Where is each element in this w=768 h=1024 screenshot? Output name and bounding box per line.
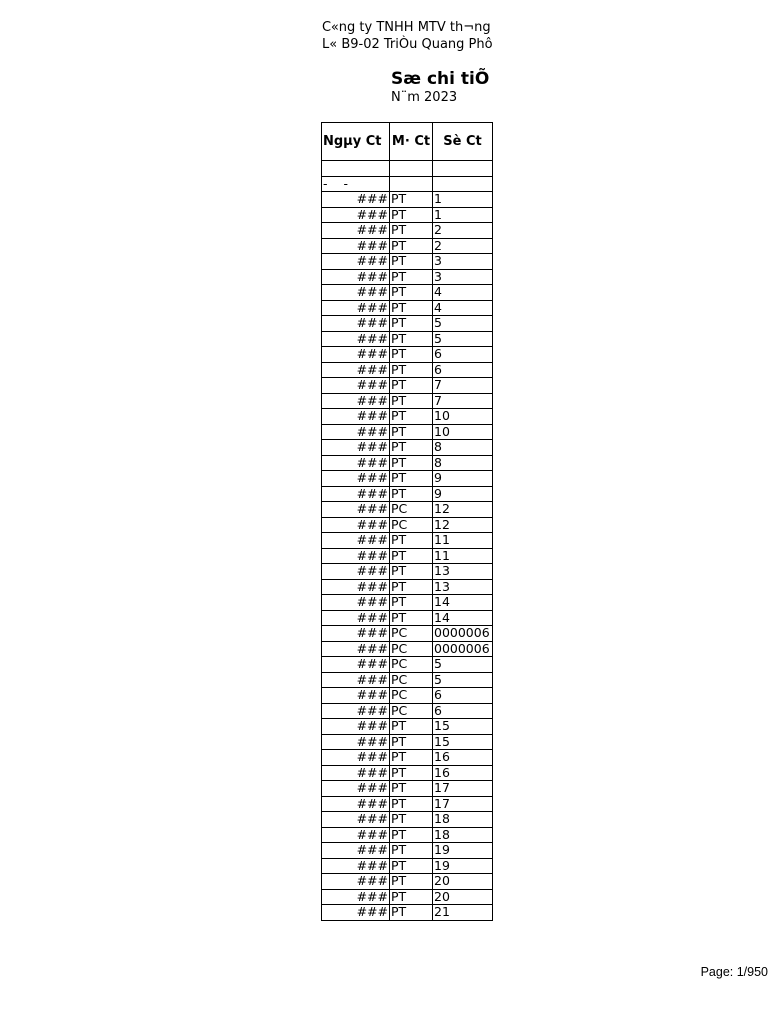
table-row <box>322 192 493 208</box>
table-row <box>322 362 493 378</box>
dash-cell: - - <box>322 176 390 192</box>
table-row <box>322 672 493 688</box>
table-row <box>322 316 493 332</box>
date-cell: ### <box>322 362 390 378</box>
table-row <box>322 812 493 828</box>
doc-number-cell: 5 <box>433 331 493 347</box>
date-cell: ### <box>322 610 390 626</box>
date-cell: ### <box>322 548 390 564</box>
doc-code-cell: PT <box>390 347 433 363</box>
table-row <box>322 486 493 502</box>
doc-code-cell: PT <box>390 238 433 254</box>
dash-row <box>322 176 493 192</box>
doc-number-cell: 6 <box>433 703 493 719</box>
table-row <box>322 796 493 812</box>
doc-number-cell: 7 <box>433 393 493 409</box>
doc-number-cell: 1 <box>433 207 493 223</box>
date-cell: ### <box>322 455 390 471</box>
doc-number-cell: 19 <box>433 858 493 874</box>
doc-number-cell: 10 <box>433 409 493 425</box>
date-cell: ### <box>322 471 390 487</box>
table-row <box>322 703 493 719</box>
doc-code-cell: PT <box>390 750 433 766</box>
empty-cell <box>433 176 493 192</box>
doc-code-cell: PC <box>390 657 433 673</box>
doc-number-cell: 10 <box>433 424 493 440</box>
doc-code-cell: PT <box>390 889 433 905</box>
date-cell: ### <box>322 254 390 270</box>
table-row <box>322 378 493 394</box>
company-address: L« B9-02 TriÒu Quang Phô <box>322 37 493 52</box>
empty-row <box>322 161 493 177</box>
doc-code-cell: PC <box>390 502 433 518</box>
doc-code-cell: PT <box>390 440 433 456</box>
doc-code-cell: PT <box>390 858 433 874</box>
table-row <box>322 207 493 223</box>
doc-number-cell: 7 <box>433 378 493 394</box>
company-header <box>322 20 493 54</box>
doc-code-cell: PT <box>390 192 433 208</box>
doc-code-cell: PT <box>390 285 433 301</box>
doc-number-cell: 19 <box>433 843 493 859</box>
doc-number-cell: 21 <box>433 905 493 921</box>
doc-code-cell: PT <box>390 424 433 440</box>
table-row <box>322 595 493 611</box>
date-cell: ### <box>322 641 390 657</box>
doc-number-cell: 8 <box>433 440 493 456</box>
table-row <box>322 424 493 440</box>
doc-number-cell: 14 <box>433 595 493 611</box>
doc-number-cell: 18 <box>433 812 493 828</box>
table-row <box>322 889 493 905</box>
table-row <box>322 564 493 580</box>
table-row <box>322 455 493 471</box>
doc-number-cell: 1 <box>433 192 493 208</box>
date-cell: ### <box>322 440 390 456</box>
date-cell: ### <box>322 533 390 549</box>
page-number: Page: 1/950 <box>700 965 768 979</box>
doc-code-cell: PT <box>390 781 433 797</box>
doc-code-cell: PT <box>390 316 433 332</box>
empty-cell <box>322 161 390 177</box>
doc-code-cell: PT <box>390 223 433 239</box>
table-row <box>322 610 493 626</box>
date-cell: ### <box>322 688 390 704</box>
doc-number-cell: 5 <box>433 657 493 673</box>
doc-number-cell: 5 <box>433 672 493 688</box>
date-cell: ### <box>322 905 390 921</box>
report-title: Sæ chi tiÕ <box>391 69 490 89</box>
table-row <box>322 254 493 270</box>
company-name: C«ng ty TNHH MTV th¬ng <box>322 20 491 35</box>
doc-code-cell: PC <box>390 626 433 642</box>
doc-number-cell: 16 <box>433 750 493 766</box>
doc-code-cell: PT <box>390 812 433 828</box>
doc-number-cell: 6 <box>433 362 493 378</box>
date-cell: ### <box>322 424 390 440</box>
doc-code-cell: PT <box>390 610 433 626</box>
doc-number-cell: 20 <box>433 874 493 890</box>
doc-code-cell: PC <box>390 672 433 688</box>
doc-number-cell: 6 <box>433 688 493 704</box>
table-row <box>322 471 493 487</box>
date-cell: ### <box>322 192 390 208</box>
table-row <box>322 641 493 657</box>
date-cell: ### <box>322 796 390 812</box>
doc-code-cell: PT <box>390 269 433 285</box>
table-header-row <box>322 123 493 161</box>
doc-code-cell: PT <box>390 796 433 812</box>
doc-number-cell: 2 <box>433 223 493 239</box>
date-cell: ### <box>322 579 390 595</box>
column-header-doc-number: Sè Ct <box>433 123 493 161</box>
doc-number-cell: 15 <box>433 734 493 750</box>
table-row <box>322 223 493 239</box>
table-row <box>322 517 493 533</box>
table-row <box>322 688 493 704</box>
doc-number-cell: 4 <box>433 285 493 301</box>
empty-cell <box>390 161 433 177</box>
doc-code-cell: PT <box>390 595 433 611</box>
date-cell: ### <box>322 564 390 580</box>
doc-code-cell: PT <box>390 207 433 223</box>
table-row <box>322 502 493 518</box>
empty-cell <box>433 161 493 177</box>
doc-code-cell: PT <box>390 843 433 859</box>
doc-number-cell: 0000006 <box>433 641 493 657</box>
date-cell: ### <box>322 331 390 347</box>
date-cell: ### <box>322 672 390 688</box>
doc-code-cell: PT <box>390 393 433 409</box>
doc-number-cell: 12 <box>433 517 493 533</box>
table-row <box>322 285 493 301</box>
date-cell: ### <box>322 719 390 735</box>
doc-code-cell: PC <box>390 703 433 719</box>
doc-number-cell: 17 <box>433 781 493 797</box>
doc-number-cell: 20 <box>433 889 493 905</box>
table-row <box>322 781 493 797</box>
doc-code-cell: PC <box>390 641 433 657</box>
doc-number-cell: 3 <box>433 269 493 285</box>
table-row <box>322 300 493 316</box>
doc-number-cell: 8 <box>433 455 493 471</box>
column-header-date: Ngµy Ct <box>322 123 390 161</box>
doc-number-cell: 11 <box>433 548 493 564</box>
date-cell: ### <box>322 765 390 781</box>
doc-code-cell: PT <box>390 548 433 564</box>
doc-code-cell: PT <box>390 765 433 781</box>
doc-number-cell: 5 <box>433 316 493 332</box>
date-cell: ### <box>322 781 390 797</box>
table-row <box>322 440 493 456</box>
date-cell: ### <box>322 223 390 239</box>
table-row <box>322 657 493 673</box>
doc-number-cell: 12 <box>433 502 493 518</box>
table-row <box>322 393 493 409</box>
date-cell: ### <box>322 316 390 332</box>
doc-number-cell: 2 <box>433 238 493 254</box>
date-cell: ### <box>322 858 390 874</box>
doc-code-cell: PC <box>390 688 433 704</box>
date-cell: ### <box>322 827 390 843</box>
ledger-table <box>321 122 493 921</box>
doc-code-cell: PT <box>390 471 433 487</box>
doc-number-cell: 4 <box>433 300 493 316</box>
date-cell: ### <box>322 285 390 301</box>
doc-code-cell: PT <box>390 564 433 580</box>
table-row <box>322 533 493 549</box>
empty-cell <box>390 176 433 192</box>
table-row <box>322 626 493 642</box>
column-header-doc-code: M· Ct <box>390 123 433 161</box>
table-row <box>322 347 493 363</box>
doc-code-cell: PT <box>390 254 433 270</box>
date-cell: ### <box>322 207 390 223</box>
date-cell: ### <box>322 657 390 673</box>
doc-code-cell: PT <box>390 486 433 502</box>
doc-code-cell: PT <box>390 300 433 316</box>
doc-code-cell: PT <box>390 362 433 378</box>
doc-number-cell: 18 <box>433 827 493 843</box>
table-row <box>322 409 493 425</box>
date-cell: ### <box>322 734 390 750</box>
table-row <box>322 765 493 781</box>
doc-number-cell: 16 <box>433 765 493 781</box>
doc-code-cell: PT <box>390 874 433 890</box>
date-cell: ### <box>322 269 390 285</box>
date-cell: ### <box>322 378 390 394</box>
doc-number-cell: 13 <box>433 579 493 595</box>
date-cell: ### <box>322 812 390 828</box>
date-cell: ### <box>322 843 390 859</box>
doc-code-cell: PT <box>390 719 433 735</box>
doc-code-cell: PT <box>390 734 433 750</box>
doc-code-cell: PT <box>390 533 433 549</box>
table-row <box>322 238 493 254</box>
date-cell: ### <box>322 486 390 502</box>
date-cell: ### <box>322 703 390 719</box>
doc-number-cell: 6 <box>433 347 493 363</box>
date-cell: ### <box>322 238 390 254</box>
table-row <box>322 269 493 285</box>
date-cell: ### <box>322 517 390 533</box>
doc-code-cell: PT <box>390 905 433 921</box>
date-cell: ### <box>322 626 390 642</box>
table-row <box>322 905 493 921</box>
doc-code-cell: PT <box>390 827 433 843</box>
doc-number-cell: 15 <box>433 719 493 735</box>
doc-code-cell: PT <box>390 409 433 425</box>
table-row <box>322 331 493 347</box>
doc-code-cell: PT <box>390 579 433 595</box>
doc-number-cell: 14 <box>433 610 493 626</box>
report-year: N¨m 2023 <box>391 90 458 105</box>
doc-number-cell: 9 <box>433 471 493 487</box>
date-cell: ### <box>322 889 390 905</box>
date-cell: ### <box>322 595 390 611</box>
table-row <box>322 843 493 859</box>
doc-code-cell: PT <box>390 455 433 471</box>
table-row <box>322 548 493 564</box>
table-row <box>322 579 493 595</box>
doc-number-cell: 9 <box>433 486 493 502</box>
table-row <box>322 734 493 750</box>
doc-number-cell: 3 <box>433 254 493 270</box>
date-cell: ### <box>322 347 390 363</box>
table-row <box>322 858 493 874</box>
doc-code-cell: PT <box>390 378 433 394</box>
date-cell: ### <box>322 409 390 425</box>
table-row <box>322 874 493 890</box>
doc-code-cell: PC <box>390 517 433 533</box>
table-row <box>322 719 493 735</box>
date-cell: ### <box>322 502 390 518</box>
date-cell: ### <box>322 750 390 766</box>
doc-number-cell: 13 <box>433 564 493 580</box>
doc-code-cell: PT <box>390 331 433 347</box>
doc-number-cell: 11 <box>433 533 493 549</box>
doc-number-cell: 0000006 <box>433 626 493 642</box>
date-cell: ### <box>322 393 390 409</box>
doc-number-cell: 17 <box>433 796 493 812</box>
date-cell: ### <box>322 300 390 316</box>
table-row <box>322 750 493 766</box>
date-cell: ### <box>322 874 390 890</box>
table-row <box>322 827 493 843</box>
